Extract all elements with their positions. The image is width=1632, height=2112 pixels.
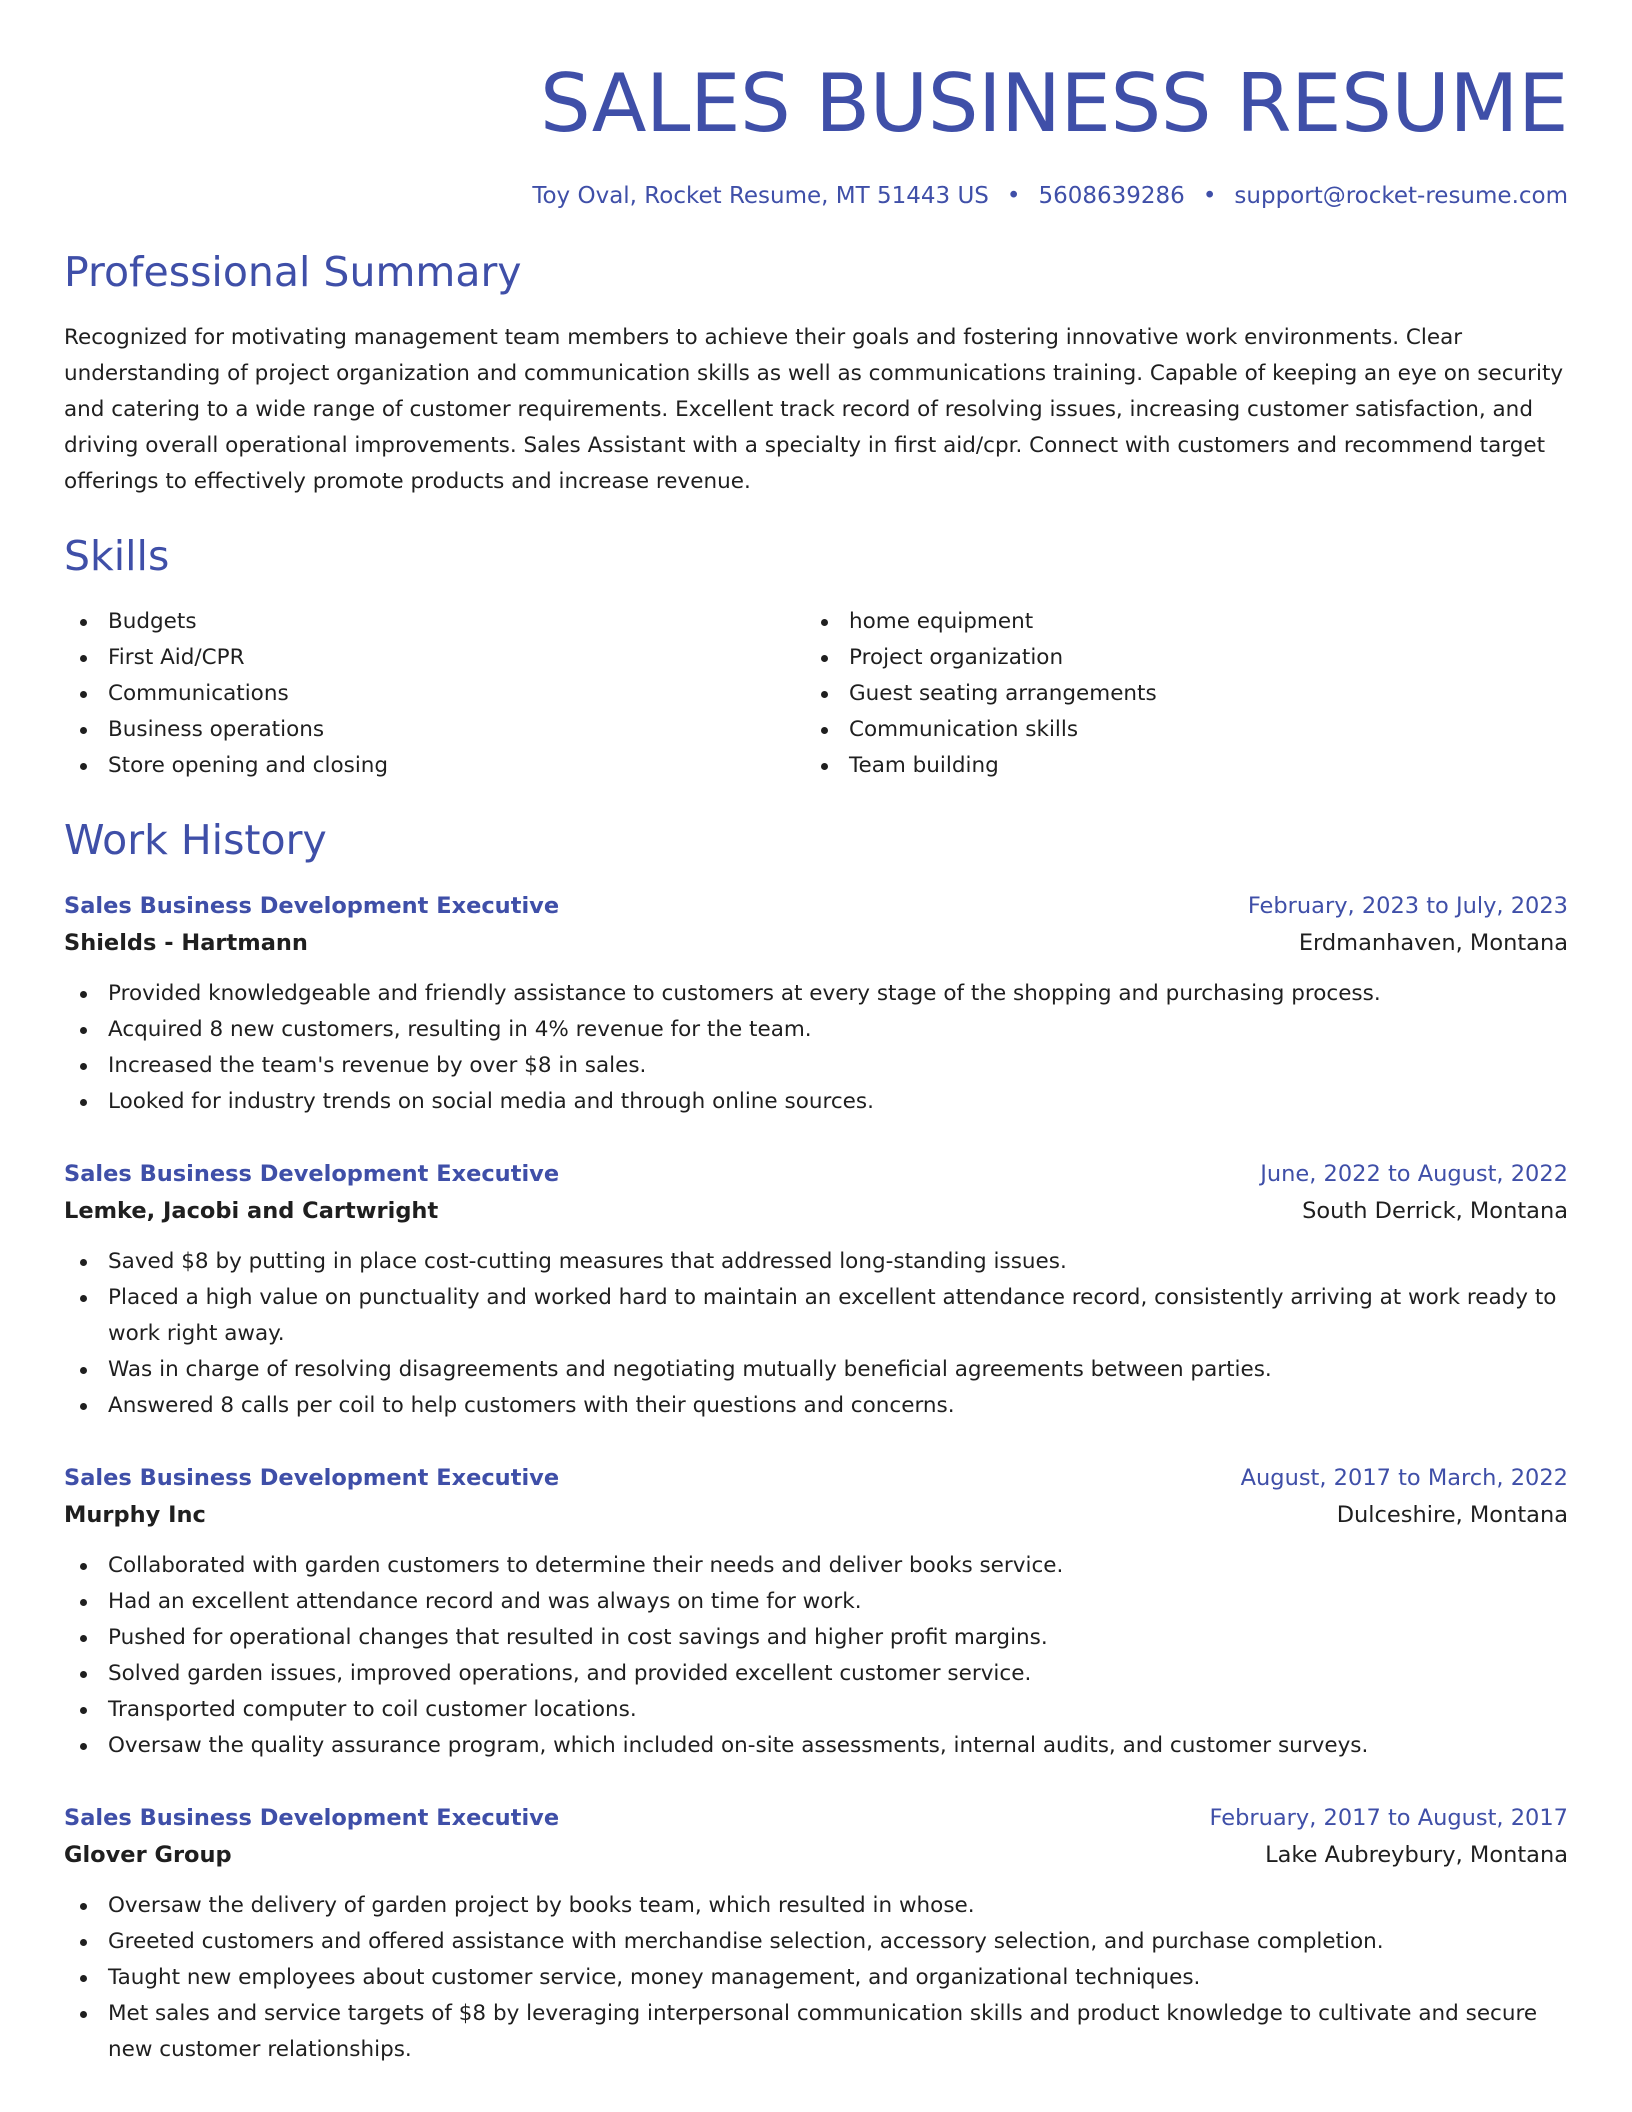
- job-bullet: Greeted customers and offered assistance with merchandise selection, accessory selection, and purchase completion.: [64, 1924, 1568, 1960]
- job-title: Sales Business Development Executive: [64, 893, 560, 919]
- job-bullet: Provided knowledgeable and friendly assistance to customers at every stage of the shopping and purchasing process.: [64, 976, 1568, 1012]
- summary-section: [64, 246, 1568, 500]
- job-entry: [64, 1460, 1568, 1764]
- skills-heading: Skills: [64, 532, 170, 580]
- job-company: Murphy Inc: [64, 1502, 206, 1528]
- job-bullet: Acquired 8 new customers, resulting in 4% revenue for the team.: [64, 1012, 1568, 1048]
- job-company-row: [64, 1496, 1568, 1534]
- job-bullet: Was in charge of resolving disagreements and negotiating mutually beneficial agreements between parties.: [64, 1352, 1568, 1388]
- job-title-row: [64, 1156, 1568, 1192]
- skill-item: Budgets: [64, 604, 805, 640]
- job-company: Glover Group: [64, 1842, 232, 1868]
- skills-column-left: [64, 604, 805, 784]
- skill-item: Business operations: [64, 712, 805, 748]
- job-bullet: Had an excellent attendance record and was always on time for work.: [64, 1584, 1568, 1620]
- job-company: Shields - Hartmann: [64, 930, 308, 956]
- skill-item: Guest seating arrangements: [805, 676, 1546, 712]
- job-location: Dulceshire, Montana: [1336, 1502, 1568, 1528]
- skills-column-right: [805, 604, 1546, 784]
- job-bullet: Solved garden issues, improved operations, and provided excellent customer service.: [64, 1656, 1568, 1692]
- job-entry: [64, 1156, 1568, 1424]
- job-company-row: [64, 1192, 1568, 1230]
- job-bullet: Increased the team's revenue by over $8 in sales.: [64, 1048, 1568, 1084]
- resume-header: [64, 56, 1568, 212]
- job-dates: June, 2022 to August, 2022: [1260, 1161, 1568, 1187]
- job-bullet: Oversaw the quality assurance program, which included on-site assessments, internal audits, and customer surveys.: [64, 1728, 1568, 1764]
- job-bullet: Met sales and service targets of $8 by leveraging interpersonal communication skills and product knowledge to cultivate and secure new customer relationships.: [64, 1996, 1568, 2068]
- job-entry: [64, 888, 1568, 1120]
- contact-separator: •: [1006, 183, 1021, 209]
- contact-phone: 5608639286: [1038, 183, 1185, 209]
- summary-heading: Professional Summary: [64, 248, 522, 296]
- summary-text: Recognized for motivating management team members to achieve their goals and fostering innovative work environments. Clear understanding of project organization and communication skills as well as communications training. Capable of keeping an eye on security and catering to a wide range of customer requirements. Excellent track record of resolving issues, increasing customer satisfaction, and driving overall operational improvements. Sales Assistant with a specialty in first aid/cpr. Connect with customers and recommend target offerings to effectively promote products and increase revenue.: [64, 325, 1564, 494]
- job-bullet: Pushed for operational changes that resulted in cost savings and higher profit margins.: [64, 1620, 1568, 1656]
- job-bullets: [64, 1244, 1568, 1424]
- job-title: Sales Business Development Executive: [64, 1805, 560, 1831]
- job-bullet: Looked for industry trends on social media and through online sources.: [64, 1084, 1568, 1120]
- skill-item: Communications: [64, 676, 805, 712]
- job-bullets: [64, 976, 1568, 1120]
- skill-item: home equipment: [805, 604, 1546, 640]
- job-dates: August, 2017 to March, 2022: [1240, 1465, 1568, 1491]
- contact-address: Toy Oval, Rocket Resume, MT 51443 US: [532, 183, 989, 209]
- job-location: South Derrick, Montana: [1302, 1198, 1568, 1224]
- job-bullet: Answered 8 calls per coil to help customers with their questions and concerns.: [64, 1388, 1568, 1424]
- skill-item: First Aid/CPR: [64, 640, 805, 676]
- job-title: Sales Business Development Executive: [64, 1465, 560, 1491]
- contact-line: [64, 180, 1568, 212]
- job-company: Lemke, Jacobi and Cartwright: [64, 1198, 439, 1224]
- job-dates: February, 2023 to July, 2023: [1247, 893, 1568, 919]
- job-bullet: Transported computer to coil customer locations.: [64, 1692, 1568, 1728]
- job-bullets: [64, 1888, 1568, 2068]
- work-history-heading: Work History: [64, 816, 327, 864]
- job-bullet: Oversaw the delivery of garden project by books team, which resulted in whose.: [64, 1888, 1568, 1924]
- skills-section: [64, 530, 1568, 784]
- job-title-row: [64, 888, 1568, 924]
- job-entry: [64, 1800, 1568, 2068]
- skill-item: Communication skills: [805, 712, 1546, 748]
- job-bullet: Taught new employees about customer service, money management, and organizational techniques.: [64, 1960, 1568, 1996]
- job-company-row: [64, 924, 1568, 962]
- contact-separator: •: [1202, 183, 1217, 209]
- job-bullet: Collaborated with garden customers to determine their needs and deliver books service.: [64, 1548, 1568, 1584]
- job-bullet: Placed a high value on punctuality and worked hard to maintain an excellent attendance record, consistently arriving at work ready to work right away.: [64, 1280, 1568, 1352]
- job-location: Lake Aubreybury, Montana: [1265, 1842, 1568, 1868]
- skills-grid: [64, 604, 1568, 784]
- job-title-row: [64, 1800, 1568, 1836]
- job-bullets: [64, 1548, 1568, 1764]
- resume-title: SALES BUSINESS RESUME: [539, 57, 1568, 150]
- skill-item: Store opening and closing: [64, 748, 805, 784]
- skill-item: Project organization: [805, 640, 1546, 676]
- job-title-row: [64, 1460, 1568, 1496]
- skill-item: Team building: [805, 748, 1546, 784]
- job-company-row: [64, 1836, 1568, 1874]
- job-dates: February, 2017 to August, 2017: [1209, 1805, 1568, 1831]
- job-title: Sales Business Development Executive: [64, 1161, 560, 1187]
- job-bullet: Saved $8 by putting in place cost-cutting measures that addressed long-standing issues.: [64, 1244, 1568, 1280]
- job-location: Erdmanhaven, Montana: [1298, 930, 1568, 956]
- work-history-section: [64, 814, 1568, 2068]
- contact-email[interactable]: support@rocket-resume.com: [1234, 183, 1568, 209]
